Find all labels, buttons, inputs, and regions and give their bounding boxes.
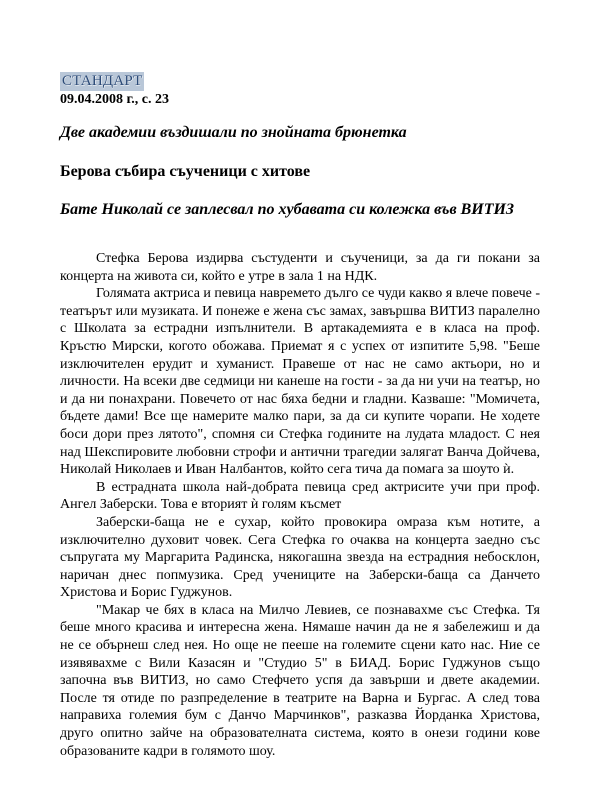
publication-date: 09.04.2008 г., с. 23 xyxy=(60,92,169,107)
article-paragraph-3: В естрадната школа най-добрата певица сред актрисите учи при проф. Ангел Заберски. Това е вторият ѝ голям късмет xyxy=(60,479,540,513)
article-body xyxy=(60,250,540,760)
main-headline: Берова събира съученици с хитове xyxy=(60,163,311,180)
newspaper-logo: СТАНДАРТ xyxy=(62,73,143,89)
article-paragraph-4: Заберски-баща не е сухар, който провокира омраза към нотите, а изключително духовит човек. Сега Стефка го очаква на концерта заедно със съпругата му Маргарита Радинска, някогашна звезда на естрадния небосклон, наричан днес попмузика. Сред учениците на Заберски-баща са Данчето Христова и Борис Гуджунов. xyxy=(60,514,540,601)
sub-headline: Бате Николай се заплесвал по хубавата си колежка във ВИТИЗ xyxy=(60,201,515,218)
kicker-headline: Две академии въздишали по знойната брюнетка xyxy=(60,124,407,141)
article-paragraph-5: "Макар че бях в класа на Милчо Левиев, се познавахме със Стефка. Тя беше много красива и интересна жена. Нямаше начин да не я забележиш и да не се обърнеш след нея. Но още не пееше на големите сцени като нас. Ние се изявявахме с Вили Казасян и "Студио 5" в БИАД. Борис Гуджунов също започна във ВИТИЗ, но само Стефчето успя да завърши и двете академии. После тя отиде по разпределение в театрите на Варна и Бургас. А след това направиха големия бум с Данчо Марчинков", разказва Йорданка Христова, друго опитно зайче на образователната система, която в онези години кове образованите кадри в голямото шоу. xyxy=(60,602,540,759)
article-paragraph-2: Голямата актриса и певица навремето дълго се чуди какво я влече повече - театърът или музиката. И понеже е жена със замах, завършва ВИТИЗ паралелно с Школата за естрадни изпълнители. В артакадемията е в класа на проф. Кръстю Мирски, когото обожава. Приемат я с успех от изпитите 5,98. "Беше изключителен ерудит и хуманист. Правеше от нас не само актьори, но и личности. На всеки две седмици ни канеше на гости - за да ни учи на театър, но и да ни понахрани. Повечето от нас бяха бедни и гладни. Казваше: "Момичета, бъдете дами! Все ще намерите малко пари, за да си купите чорапи. Не ходете боси дори през лятото", спомня си Стефка годините на лудата младост. С нея над Шекспировите любовни строфи и антични трагедии залягат Ванча Дойчева, Николай Николаев и Иван Налбантов, който сега тича да помага за шоуто ѝ. xyxy=(60,286,540,478)
article-paragraph-1: Стефка Берова издирва състуденти и съученици, за да ги покани за концерта на живота си, който е утре в зала 1 на НДК. xyxy=(60,251,540,284)
